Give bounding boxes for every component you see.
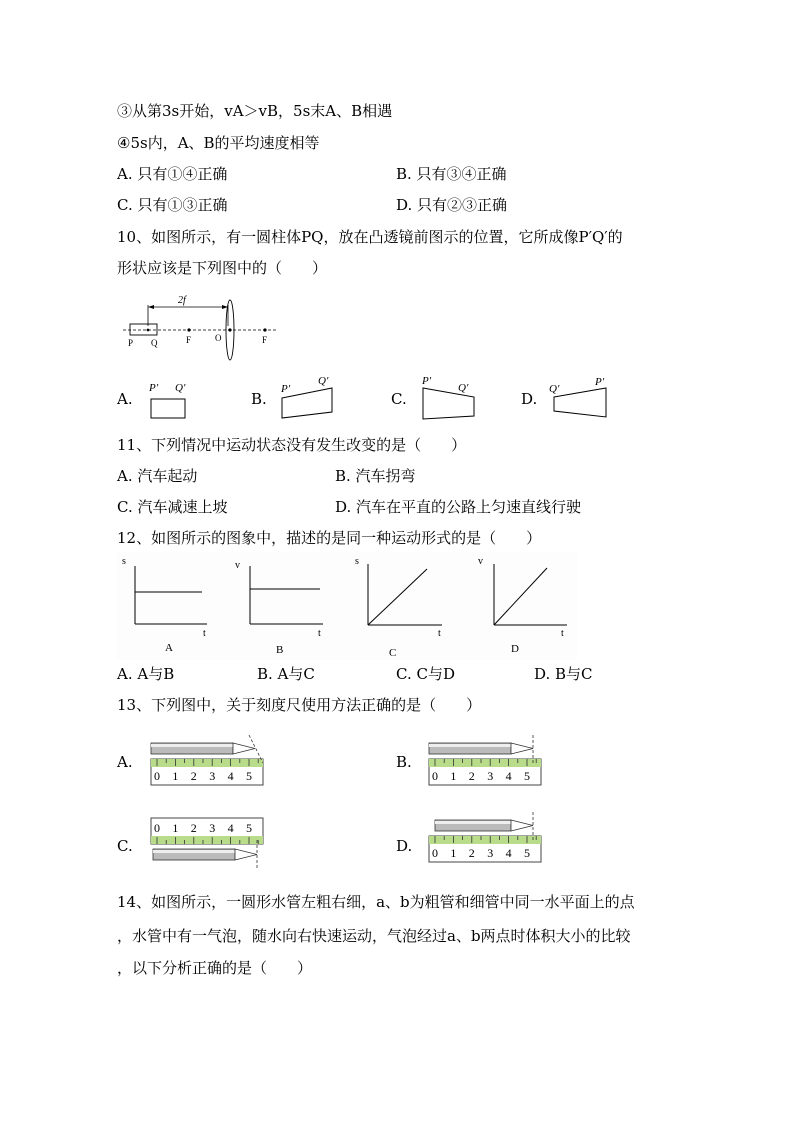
lens-diagram (118, 290, 288, 362)
graph-d-ylabel: v (478, 556, 483, 567)
ruler-tick-label: 5 (246, 769, 252, 783)
q9-statement-4: ④5s内，A、B的平均速度相等 (117, 134, 320, 152)
ruler-figure-d (423, 812, 553, 872)
graph-b-ylabel: v (235, 560, 240, 571)
q10-option-a-figure (145, 377, 195, 421)
q10-question-line-2: 形状应该是下列图中的（ ） (117, 259, 328, 277)
graph-b-caption: B (276, 644, 284, 656)
q11-option-b: B. 汽车拐弯 (335, 467, 416, 485)
ruler-tick-label: 3 (487, 769, 494, 783)
ruler-tick-label: 0 (154, 769, 160, 783)
q13-question: 13、下列图中，关于刻度尺使用方法正确的是（ ） (117, 696, 482, 714)
q9-option-d: D. 只有②③正确 (396, 196, 508, 214)
q10-a-left-label: P′ (149, 382, 159, 394)
q12-option-a: A. A与B (117, 665, 175, 683)
ruler-tick-label: 0 (432, 769, 438, 783)
graph-a-xlabel: t (203, 628, 206, 639)
graph-a-caption: A (165, 642, 173, 654)
ruler-tick-label: 5 (246, 821, 252, 835)
pencil (429, 743, 533, 754)
q13-option-a-label: A. (117, 753, 133, 771)
ruler (151, 759, 263, 785)
q10-option-a-letter: A. (117, 390, 133, 408)
q10-b-right-label: Q′ (318, 375, 329, 387)
cylinder-pq (130, 324, 157, 335)
q10-option-b-figure (278, 370, 338, 422)
q11-option-a: A. 汽车起动 (117, 467, 198, 485)
q13-option-b-label: B. (396, 753, 412, 771)
ruler-tick-label: 3 (209, 769, 216, 783)
q10-option-b-letter: B. (251, 390, 267, 408)
q10-b-left-label: P′ (281, 383, 291, 395)
q12-option-d: D. B与C (534, 665, 593, 683)
q10-question-line-1: 10、如图所示，有一圆柱体PQ，放在凸透镜前图示的位置，它所成像P′Q′的 (117, 228, 623, 246)
graph-a-ylabel: s (122, 556, 126, 567)
ruler-tick-label: 0 (154, 821, 160, 835)
ruler-tick-label: 1 (450, 769, 457, 783)
q9-option-b: B. 只有③④正确 (396, 165, 507, 183)
ruler-tick-label: 2 (190, 821, 197, 835)
graph-c-xlabel: t (438, 628, 441, 639)
label-p: P (128, 338, 134, 348)
q10-c-right-label: Q′ (458, 382, 469, 394)
ruler-tick-label: 4 (227, 769, 234, 783)
ruler-tick-label: 3 (487, 846, 494, 860)
q10-option-c-figure (418, 370, 478, 422)
q12-question: 12、如图所示的图象中，描述的是同一种运动形式的是（ ） (117, 529, 542, 547)
q10-c-left-label: P′ (422, 375, 432, 387)
q11-option-d: D. 汽车在平直的公路上匀速直线行驶 (335, 498, 582, 516)
q9-option-a: A. 只有①④正确 (117, 165, 228, 183)
q13-option-d-label: D. (396, 837, 413, 855)
q10-a-right-label: Q′ (175, 382, 186, 394)
ruler-tick-label: 2 (468, 769, 475, 783)
ruler-tick-label: 1 (172, 821, 179, 835)
q13-option-c-label: C. (117, 837, 133, 855)
pencil (151, 743, 255, 754)
ruler-tick-label: 5 (524, 846, 530, 860)
ruler-figure-b (423, 735, 553, 795)
ruler (429, 836, 541, 862)
pencil (153, 849, 257, 860)
ruler-tick-label: 4 (505, 846, 512, 860)
ruler-tick-label: 0 (432, 846, 438, 860)
ruler-figure-a (145, 735, 275, 795)
q10-d-right-label: P′ (595, 376, 605, 388)
graph-d-xlabel: t (561, 628, 564, 639)
ruler-figure-c (145, 812, 275, 872)
q12-option-b: B. A与C (257, 665, 315, 683)
pencil (435, 820, 533, 831)
q10-option-c-letter: C. (391, 390, 407, 408)
label-q: Q (151, 338, 158, 348)
ruler-tick-label: 1 (450, 846, 457, 860)
graph-d-caption: D (511, 643, 519, 655)
q10-option-d-letter: D. (521, 390, 538, 408)
ruler-tick-label: 4 (227, 821, 234, 835)
q10-d-left-label: Q′ (549, 383, 560, 395)
ruler-tick-label: 5 (524, 769, 530, 783)
q11-question: 11、下列情况中运动状态没有发生改变的是（ ） (117, 436, 467, 454)
label-f-left: F (186, 335, 192, 345)
label-o: O (215, 333, 222, 343)
ruler (429, 759, 541, 785)
q10-option-d-figure (546, 370, 612, 422)
motion-graphs (117, 552, 577, 660)
q14-question-line-2: ，水管中有一气泡，随水向右快速运动，气泡经过a、b两点时体积大小的比较 (117, 927, 631, 945)
q12-option-c: C. C与D (396, 665, 455, 683)
graph-b-xlabel: t (318, 628, 321, 639)
q11-option-c: C. 汽车减速上坡 (117, 498, 228, 516)
q14-question-line-1: 14、如图所示，一圆形水管左粗右细，a、b为粗管和细管中同一水平面上的点 (117, 893, 635, 911)
q9-option-c: C. 只有①③正确 (117, 196, 228, 214)
two-f-label: 2f (178, 295, 186, 306)
graph-c-caption: C (389, 647, 397, 659)
ruler-tick-label: 1 (172, 769, 179, 783)
q9-statement-3: ③从第3s开始，vA＞vB，5s末A、B相遇 (117, 102, 393, 120)
ruler-tick-label: 2 (468, 846, 475, 860)
ruler-tick-label: 4 (505, 769, 512, 783)
label-f-right: F (262, 335, 268, 345)
graph-c-ylabel: s (355, 556, 359, 567)
q14-question-line-3: ，以下分析正确的是（ ） (117, 959, 313, 977)
ruler-tick-label: 2 (190, 769, 197, 783)
ruler (151, 818, 263, 844)
ruler-tick-label: 3 (209, 821, 216, 835)
